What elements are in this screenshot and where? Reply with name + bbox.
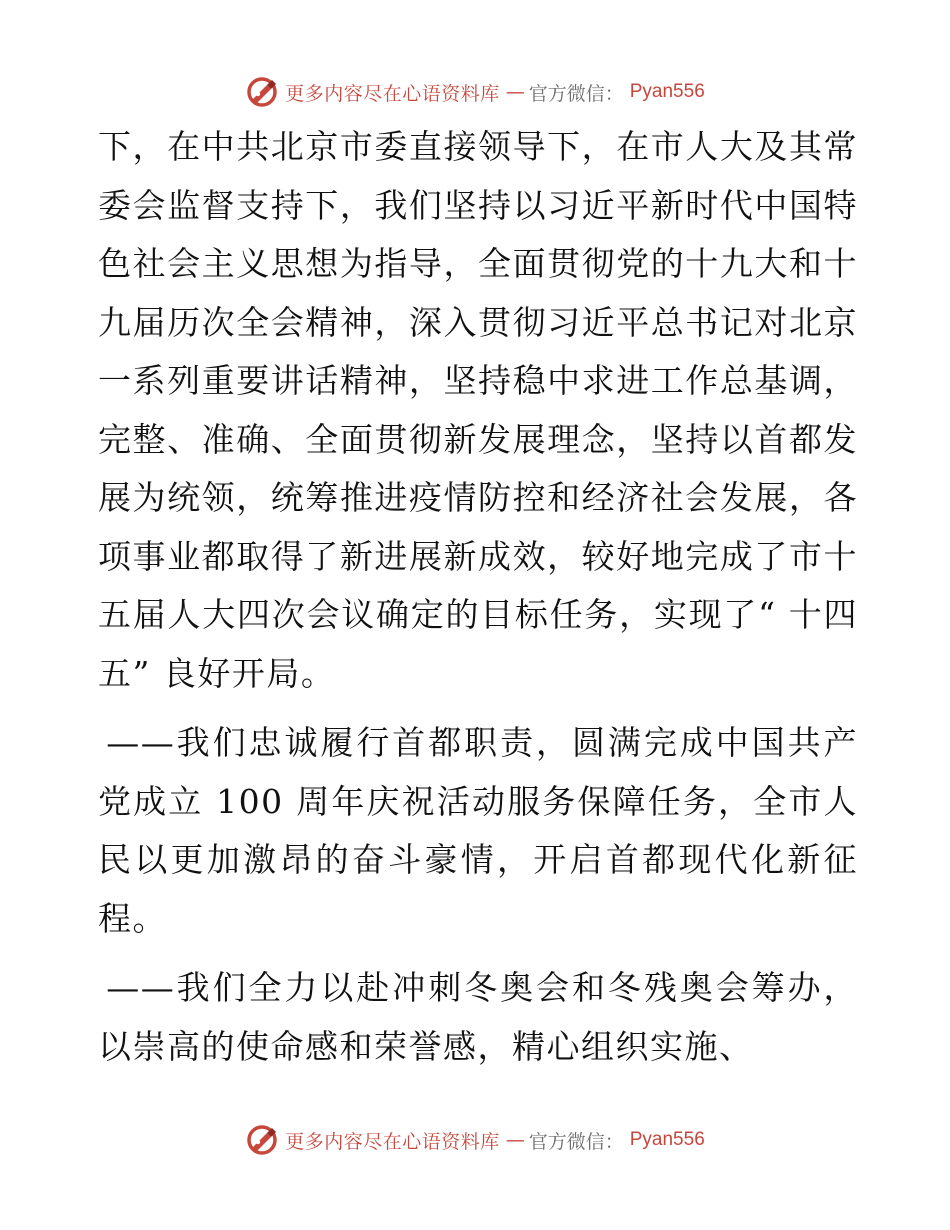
footer-wechat-id: Pyan556 [629,1129,705,1150]
paragraph-1: 下，在中共北京市委直接领导下，在市人大及其常委会监督支持下，我们坚持以习近平新时代中国特色社会主义思想为指导，全面贯彻党的十九大和十九届历次全会精神，深入贯彻习近平总书记对北京一系列重要讲话精神，坚持稳中求进工作总基调，完整、准确、全面贯彻新发展理念，坚持以首都发展为统领，统筹推进疫情防控和经济社会发展，各项事业都取得了新进展新成效，较好地完成了市十五届人大四次会议确定的目标任务，实现了“ 十四五” 良好开局。 [98,127,858,693]
footer-banner-text: 更多内容尽在心语资料库 [285,1130,500,1153]
red-seal-logo-icon [245,75,279,109]
footer-official-label: 官方微信： [528,1130,624,1153]
page-footer-banner [0,1120,950,1160]
header-official-label: 官方微信： [528,82,624,105]
header-banner-text: 更多内容尽在心语资料库 [285,82,500,105]
document-body [98,118,858,1076]
footer-banner-separator: — [505,1129,523,1151]
paragraph-3: ——我们全力以赴冲刺冬奥会和冬残奥会筹办，以崇高的使命感和荣誉感，精心组织实施、 [98,968,858,1066]
header-banner-separator: — [505,81,523,103]
page-header-banner [0,72,950,112]
header-wechat-id: Pyan556 [629,81,705,102]
red-seal-logo-icon [245,1123,279,1157]
paragraph-2: ——我们忠诚履行首都职责，圆满完成中国共产党成立 100 周年庆祝活动服务保障任务，全市人民以更加激昂的奋斗豪情，开启首都现代化新征程。 [98,723,858,938]
